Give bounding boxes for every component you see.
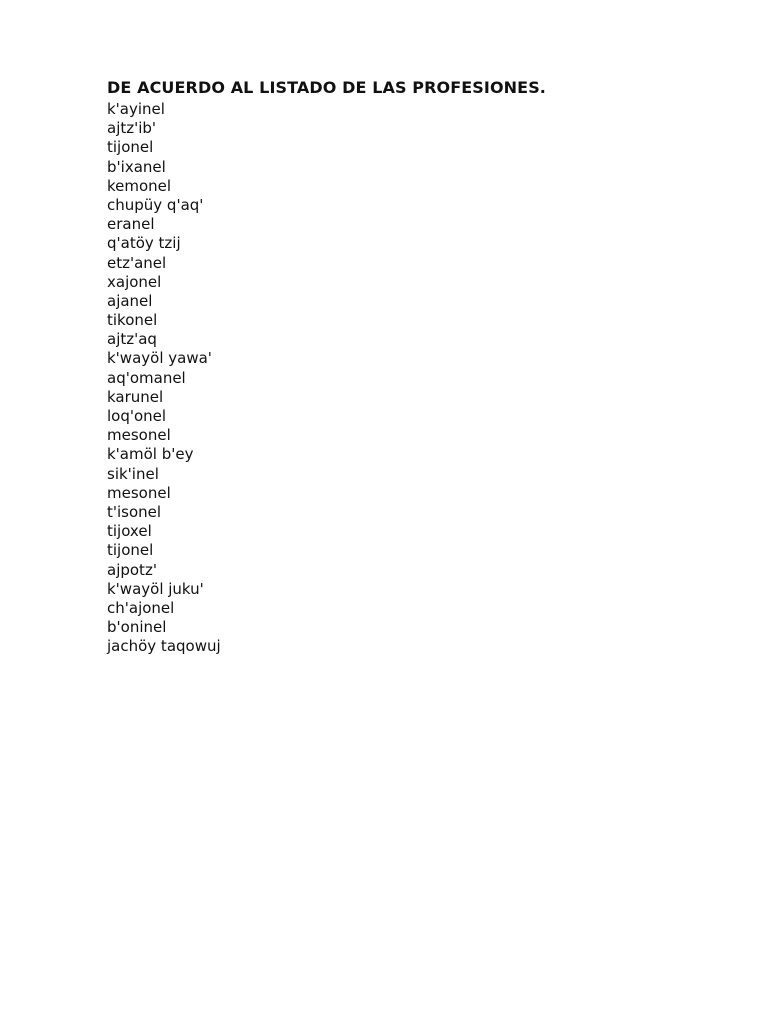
list-item: mesonel xyxy=(107,426,171,445)
list-item: tijonel xyxy=(107,138,154,157)
list-item: tijonel xyxy=(107,541,154,560)
list-item: ch'ajonel xyxy=(107,598,175,617)
list-item: ajtz'aq xyxy=(107,330,157,349)
list-item: k'ayinel xyxy=(107,100,165,118)
list-item: sik'inel xyxy=(107,464,159,483)
list-item: xajonel xyxy=(107,272,162,291)
list-item: q'atöy tzij xyxy=(107,234,181,253)
list-item: t'isonel xyxy=(107,502,162,521)
list-item: k'wayöl juku' xyxy=(107,579,204,598)
list-item: ajpotz' xyxy=(107,560,157,579)
list-item: jachöy taqowuj xyxy=(107,637,221,656)
list-item: ajtz'ib' xyxy=(107,119,157,138)
list-item: b'oninel xyxy=(107,618,167,637)
list-item: aq'omanel xyxy=(107,368,186,387)
document-title: DE ACUERDO AL LISTADO DE LAS PROFESIONES. xyxy=(107,78,546,97)
list-item: mesonel xyxy=(107,483,171,502)
list-item: tijoxel xyxy=(107,522,152,541)
list-item: loq'onel xyxy=(107,407,167,425)
list-item: k'wayöl yawa' xyxy=(107,349,212,368)
list-item: tikonel xyxy=(107,311,158,330)
list-item: k'amöl b'ey xyxy=(107,445,194,464)
list-item: chupüy q'aq' xyxy=(107,195,204,214)
list-item: karunel xyxy=(107,387,164,406)
profession-list xyxy=(107,100,221,656)
list-item: eranel xyxy=(107,215,155,234)
list-item: etz'anel xyxy=(107,253,167,272)
list-item: ajanel xyxy=(107,291,153,310)
list-item: b'ixanel xyxy=(107,157,166,176)
list-item: kemonel xyxy=(107,176,172,195)
